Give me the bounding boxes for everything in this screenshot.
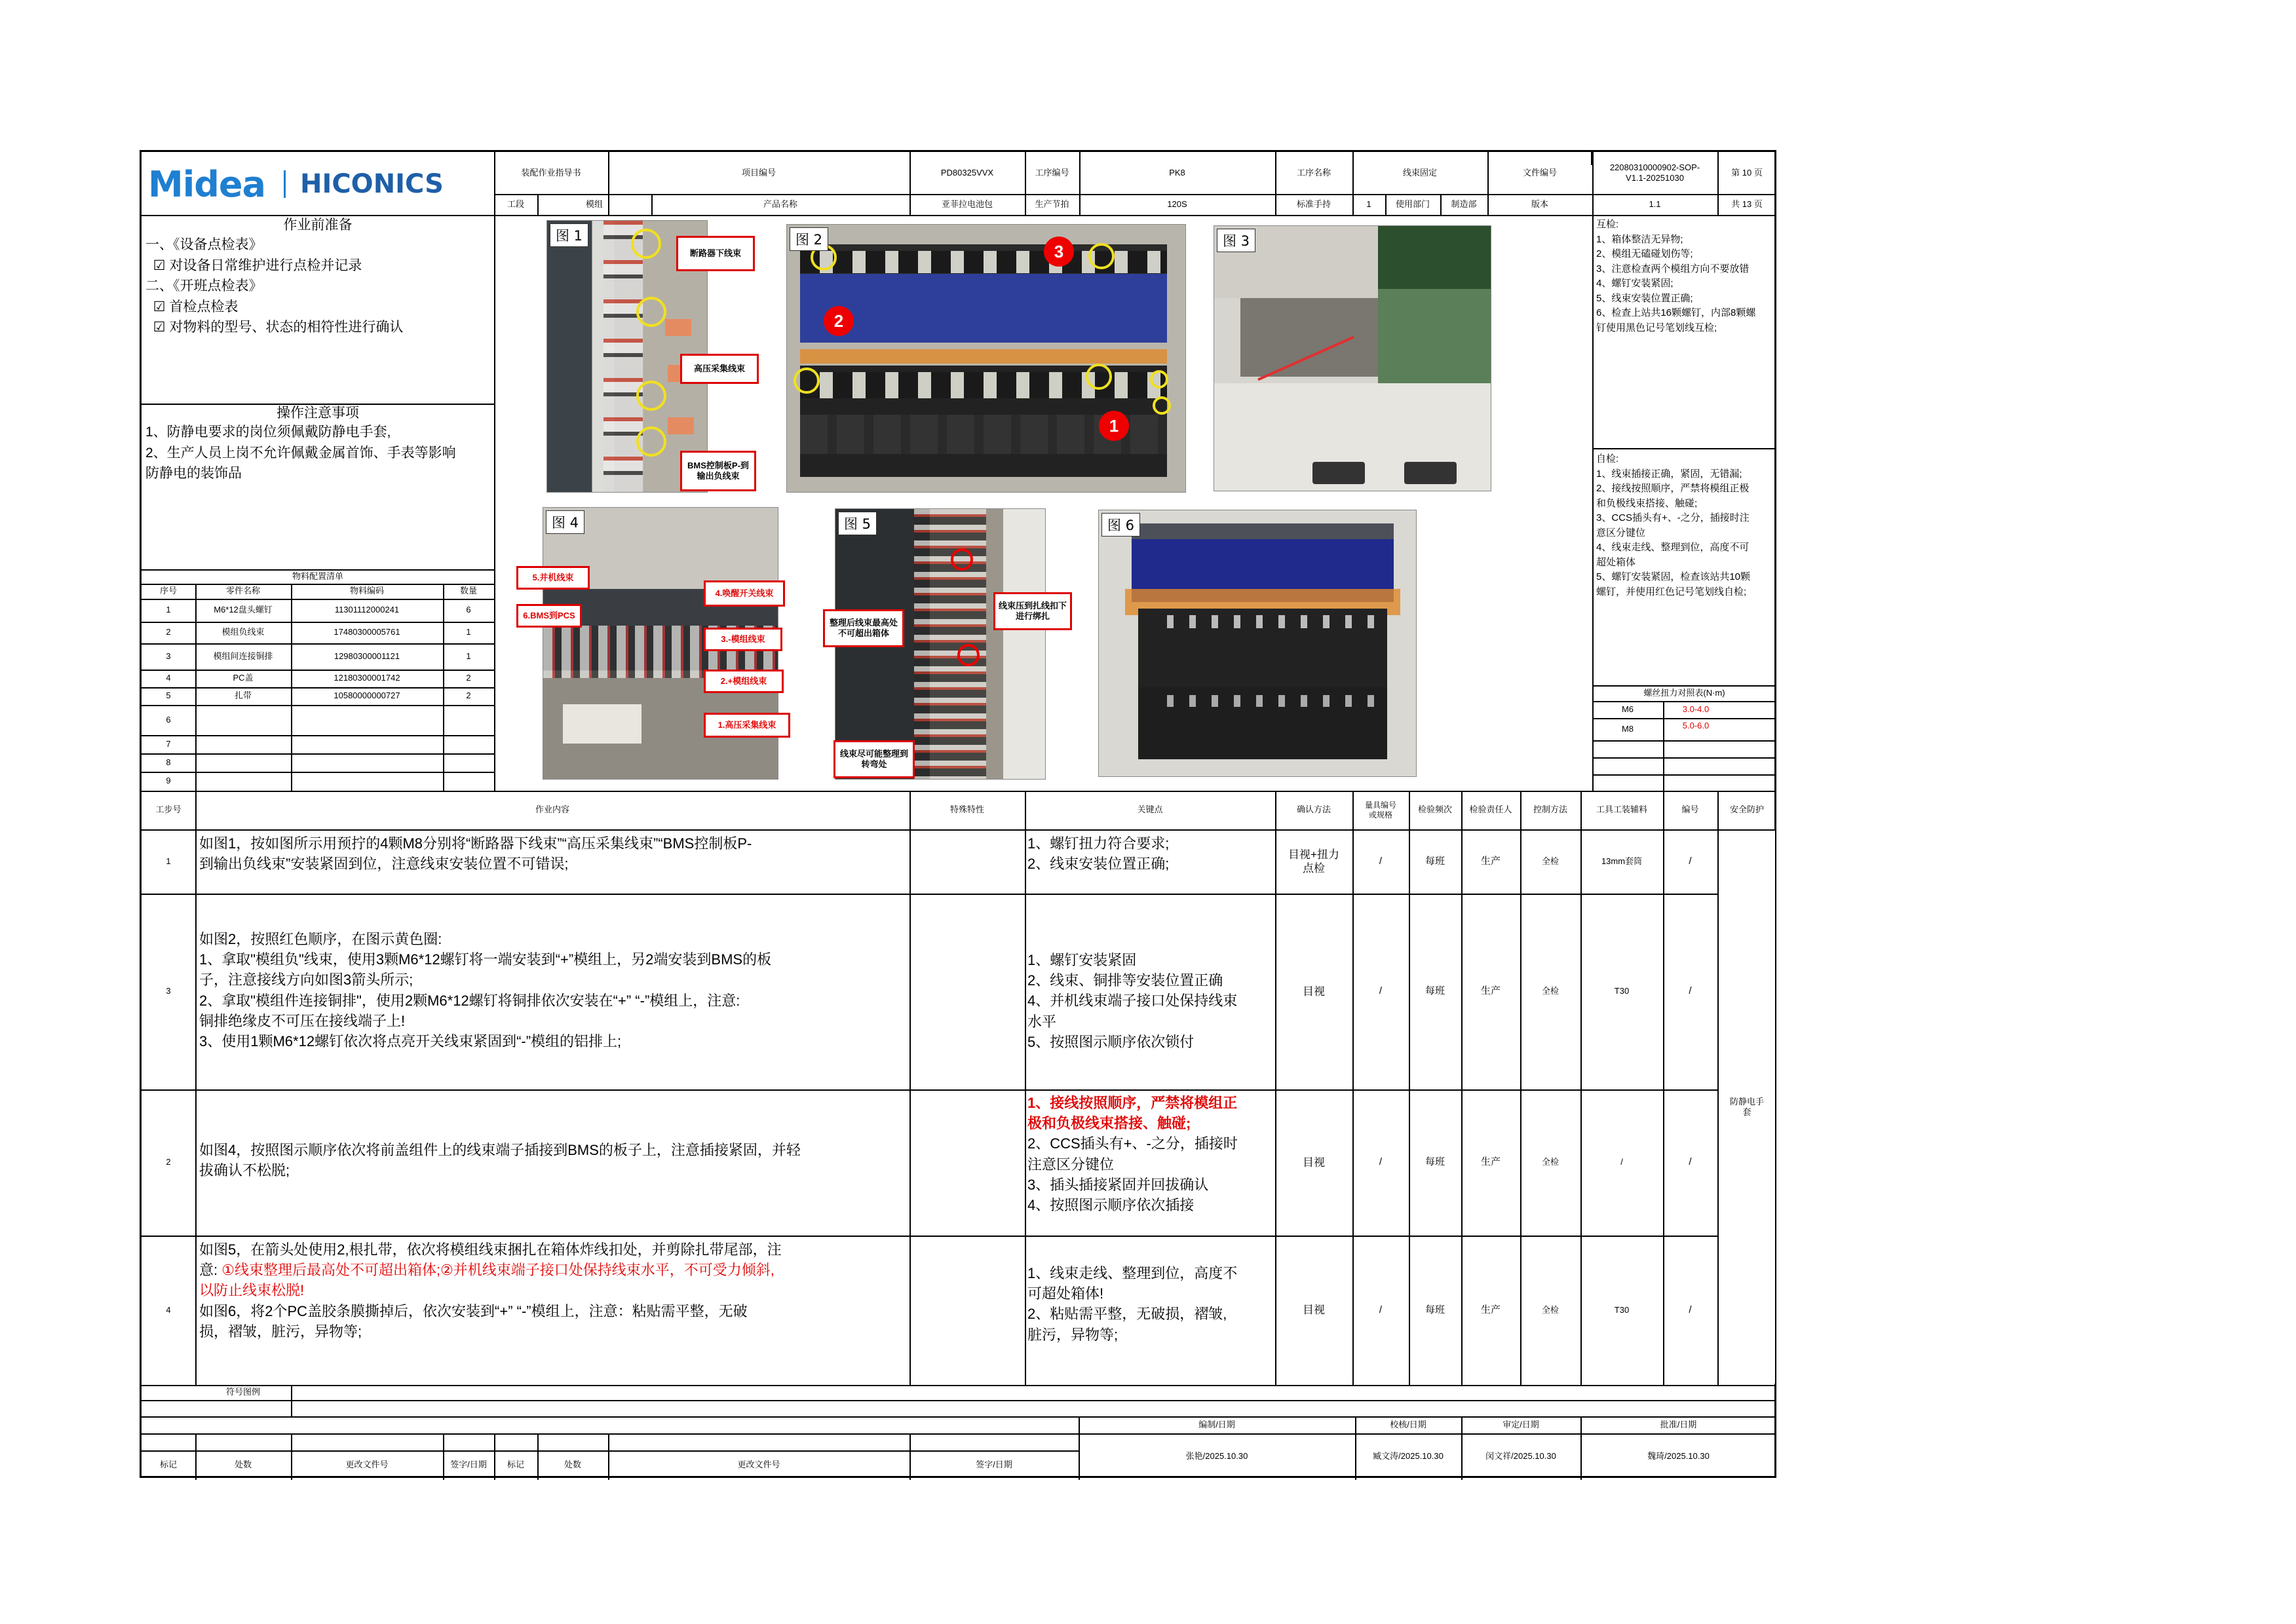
approve-value: 魏琦/2025.10.30	[1647, 1451, 1710, 1462]
doc-type: 装配作业指导书	[521, 167, 581, 178]
key-point-line: 1、线束走线、整理到位，高度不	[1027, 1265, 1238, 1281]
bom-row-name: 扎带	[234, 690, 252, 701]
order-badge: 3	[1044, 236, 1074, 267]
seg-label: 工段	[507, 198, 524, 209]
torque-size: M8	[1621, 723, 1634, 734]
bom-header-no: 序号	[159, 586, 177, 596]
col-special: 特殊特性	[949, 804, 984, 815]
order-badge: 1	[1099, 411, 1129, 441]
bom-row-name: M6*12盘头螺钉	[214, 605, 273, 615]
product-name: 亚菲拉电池包	[941, 198, 993, 209]
bom-row-no: 8	[166, 757, 171, 767]
key-point-line: 2、粘贴需平整，无破损，褶皱,	[1027, 1306, 1227, 1323]
tool-value: 13mm套筒	[1601, 856, 1643, 866]
logo	[144, 155, 485, 214]
col-inspector: 检验责任人	[1469, 804, 1512, 815]
key-point-warning: 极和负极线束搭接、触碰;	[1027, 1115, 1191, 1132]
control-value: 全检	[1541, 1157, 1559, 1167]
self-check-line: 和负极线束搭接、触碰;	[1596, 497, 1698, 509]
sign-date-label: 签字/日期	[976, 1460, 1012, 1470]
gauge-value: /	[1379, 1304, 1383, 1315]
project-no: PD80325VVX	[940, 167, 994, 178]
torque-value: 3.0-4.0	[1682, 704, 1710, 714]
bom-row-qty: 2	[466, 690, 471, 701]
callout-bms-harness: BMS控制板P-到输出负线束	[680, 451, 756, 491]
code-value: /	[1689, 855, 1692, 867]
confirm-method: 目视	[1303, 985, 1325, 998]
highlight-ring	[636, 297, 666, 327]
mutual-check-title: 互检:	[1596, 219, 1619, 230]
key-point-line: 4、按照图示顺序依次插接	[1027, 1197, 1195, 1214]
step-content-line: 如图2，按照红色顺序，在图示黄色圈:	[199, 931, 442, 947]
step-content-line	[199, 1260, 782, 1280]
self-check-line: 1、线束插接正确，紧固，无错漏;	[1596, 468, 1742, 480]
bom-row-name: 模组间连接铜排	[213, 651, 273, 661]
prep-title: 作业前准备	[283, 217, 353, 233]
key-point-line: 1、螺钉扭力符合要求;	[1027, 835, 1170, 852]
count-label: 处数	[564, 1460, 581, 1470]
proof-value: 臧文涛/2025.10.30	[1373, 1451, 1444, 1462]
key-point-warning: 1、接线按照顺序，严禁将模组正	[1027, 1095, 1238, 1111]
step-content-line: 到输出负线束”安装紧固到位，注意线束安装位置不可错误;	[199, 856, 569, 873]
station-no: PK8	[1169, 167, 1185, 178]
gauge-value: /	[1379, 855, 1383, 867]
project-no-label: 项目编号	[741, 167, 776, 178]
step-content-line: 2、拿取"模组件连接铜排"，使用2颗M6*12螺钉将铜排依次安装在“+” “-”模组上，注意:	[199, 992, 740, 1009]
station-name-label: 工序名称	[1296, 167, 1331, 178]
self-check-line: 5、螺钉安装紧固，检查该站共10颗	[1596, 571, 1751, 582]
key-point-line: 2、线束、铜排等安装位置正确	[1027, 972, 1223, 989]
freq-value: 每班	[1425, 985, 1445, 997]
station-no-label: 工序编号	[1035, 167, 1069, 178]
inspector-value: 生产	[1480, 985, 1501, 997]
review-label: 审定/日期	[1502, 1419, 1539, 1429]
code-value: /	[1689, 985, 1692, 997]
inspector-value: 生产	[1480, 1304, 1501, 1315]
step-content-line: 铜排绝缘皮不可压在接线端子上!	[199, 1012, 406, 1029]
col-tool: 工具工装辅料	[1596, 804, 1647, 815]
self-check	[1596, 452, 1776, 599]
notes-line: 1、防静电要求的岗位须佩戴防静电手套,	[145, 425, 391, 440]
step-content-line: 子，注意接线方向如图3箭头所示;	[199, 972, 413, 989]
col-confirm: 确认方法	[1296, 804, 1331, 815]
key-point	[1027, 833, 1169, 874]
figure-label: 图 1	[550, 223, 588, 247]
highlight-ring	[631, 229, 661, 259]
prep-line: 二、《开班点检表》	[145, 278, 263, 293]
callout-height-limit: 整理后线束最高处不可超出箱体	[823, 609, 904, 647]
tool-value: T30	[1614, 1304, 1630, 1315]
notes-line: 2、生产人员上岗不允许佩戴金属首饰、手表等影响	[145, 445, 456, 461]
prep-line: ☑ 首检点检表	[145, 299, 239, 314]
confirm-method: 目视	[1303, 1156, 1325, 1169]
file-no	[1592, 152, 1717, 194]
total-pages: 共 13 页	[1731, 198, 1763, 209]
bom-row-no: 5	[166, 690, 171, 701]
callout-breaker-harness: 断路器下线束	[676, 236, 755, 271]
bom-row-code: 11301112000241	[334, 605, 400, 615]
highlight-ring	[794, 368, 820, 394]
station-name: 线束固定	[1402, 167, 1437, 178]
highlight-ring	[951, 548, 973, 571]
count-label: 处数	[234, 1460, 252, 1470]
change-file-label: 更改文件号	[737, 1460, 780, 1470]
step-content-line: 如图4，按照图示顺序依次将前盖组件上的线束端子插接到BMS的板子上，注意插接紧固，并轻	[199, 1142, 801, 1158]
tool-value: T30	[1614, 986, 1630, 996]
bom-row-code: 12980300001121	[334, 651, 400, 661]
bom-row-name: 模组负线束	[221, 627, 265, 637]
code-value: /	[1689, 1304, 1692, 1315]
symbol-legend: 符号图例	[225, 1387, 260, 1397]
control-value: 全检	[1541, 856, 1559, 866]
callout-tie-under-clip: 线束压到扎线扣下进行绑扎	[993, 592, 1072, 630]
logo-divider	[284, 170, 286, 198]
torque-title: 螺丝扭力对照表(N·m)	[1643, 687, 1725, 698]
key-point-line: 4、并机线束端子接口处保持线束	[1027, 992, 1238, 1010]
dept-value: 制造部	[1451, 198, 1477, 209]
logo-midea: Midea	[148, 163, 265, 205]
step-content	[199, 1239, 782, 1342]
step-content-line: 如图5，在箭头处使用2,根扎带，依次将模组线束捆扎在箱体炸线扣处，并剪除扎带尾部，注	[199, 1241, 782, 1258]
highlight-ring	[636, 381, 666, 411]
step-content-line: 1、拿取"模组负"线束，使用3颗M6*12螺钉将一端安装到“+”模组上，另2端安装到BMS的板	[199, 951, 772, 968]
step-content-line: 3、使用1颗M6*12螺钉依次将点亮开关线束紧固到“-”模组的铝排上;	[199, 1033, 622, 1050]
bom-row-qty: 2	[466, 673, 471, 683]
highlight-ring	[1153, 396, 1171, 415]
bom-row-qty: 1	[466, 651, 471, 661]
step-number: 2	[166, 1157, 171, 1167]
step-content	[199, 833, 752, 874]
highlight-ring	[1150, 370, 1168, 388]
notes-list	[145, 422, 456, 484]
change-file-label: 更改文件号	[345, 1460, 389, 1470]
prep-list	[145, 235, 403, 338]
bom-row-code: 10580000000727	[334, 690, 400, 701]
key-point-line: 脏污，异物等;	[1027, 1326, 1119, 1343]
step-content	[199, 929, 771, 1051]
confirm-method: 目视	[1303, 1304, 1325, 1317]
sign-date-label: 签字/日期	[450, 1460, 487, 1470]
confirm-method: 目视+扭力点检	[1288, 848, 1339, 875]
proof-label: 校核/日期	[1390, 1419, 1426, 1429]
col-key: 关键点	[1137, 804, 1163, 815]
takt-label: 生产节拍	[1035, 198, 1069, 209]
key-point	[1027, 1093, 1238, 1215]
self-check-line: 4、线束走线、整理到位，高度不可	[1596, 542, 1750, 553]
highlight-ring	[957, 644, 980, 666]
callout-bms-to-pcs: 6.BMS到PCS	[516, 604, 582, 628]
file-no-line2: V1.1-20251030	[1626, 173, 1684, 183]
std-headcount-label: 标准手持	[1296, 198, 1331, 209]
std-headcount: 1	[1366, 198, 1371, 209]
key-point-line: 5、按照图示顺序依次锁付	[1027, 1033, 1195, 1050]
step-content-line: 如图6，将2个PC盖胶条膜撕掉后，依次安装到“+” “-”模组上，注意：粘贴需平整，无破	[199, 1302, 748, 1319]
bom-row-code: 12180300001742	[334, 673, 400, 683]
self-check-line: 超处箱体	[1596, 556, 1636, 568]
callout-hv-sampling: 高压采集线束	[680, 354, 759, 384]
callout-wake-switch: 4.唤醒开关线束	[704, 580, 785, 607]
gauge-value: /	[1379, 1156, 1383, 1168]
figure-2	[786, 224, 1186, 493]
step-number: 1	[166, 856, 171, 866]
mutual-check-line: 4、螺钉安装紧固;	[1596, 278, 1674, 289]
step-content-line: 如图1，按如图所示用预拧的4颗M8分别将“断路器下线束”“高压采集线束”“BMS控制板P-	[199, 835, 752, 852]
version-label: 版本	[1531, 198, 1548, 209]
review-value: 闵文祥/2025.10.30	[1485, 1451, 1556, 1462]
step-content-line: 拔确认不松脱;	[199, 1162, 290, 1179]
figure-label: 图 2	[790, 227, 828, 251]
takt-value: 120S	[1167, 198, 1187, 209]
code-value: /	[1689, 1156, 1692, 1168]
col-code: 编号	[1681, 804, 1699, 815]
callout-route-to-corner: 线束尽可能整理到转弯处	[833, 740, 915, 778]
bom-row-qty: 6	[466, 605, 471, 615]
mark-label: 标记	[159, 1460, 177, 1470]
dept-label: 使用部门	[1395, 198, 1430, 209]
col-gauge: 量具编号或规格	[1364, 800, 1396, 820]
col-control: 控制方法	[1533, 804, 1567, 815]
self-check-line: 2、接线按照顺序，严禁将模组正极	[1596, 483, 1750, 494]
col-freq: 检验频次	[1417, 804, 1452, 815]
callout-neg-module: 3.-模组线束	[704, 628, 782, 651]
freq-value: 每班	[1425, 855, 1445, 867]
file-no-line1: 22080310000902-SOP-	[1609, 162, 1700, 172]
notes-line: 防静电的装饰品	[145, 466, 242, 481]
seg-value: 模组	[585, 198, 603, 209]
self-check-line: 意区分键位	[1596, 527, 1646, 538]
self-check-line: 螺钉，并使用红色记号笔划线自检;	[1596, 586, 1747, 597]
bom-title: 物料配置清单	[292, 571, 343, 581]
freq-value: 每班	[1425, 1304, 1445, 1315]
bom-row-qty: 1	[466, 627, 471, 637]
step-content-line: 损，褶皱，脏污，异物等;	[199, 1323, 362, 1340]
bom-row-no: 7	[166, 738, 171, 749]
tool-value: /	[1620, 1157, 1623, 1167]
notes-title: 操作注意事项	[277, 405, 359, 421]
logo-hiconics: HICONICS	[299, 169, 444, 199]
bom-row-no: 3	[166, 651, 171, 661]
mutual-check-line: 3、注意检查两个模组方向不要放错	[1596, 263, 1750, 274]
prep-line: ☑ 对设备日常维护进行点检并记录	[145, 257, 362, 273]
mutual-check-line: 1、箱体整洁无异物;	[1596, 233, 1683, 245]
bom-row-no: 9	[166, 776, 171, 786]
bom-row-no: 4	[166, 673, 171, 683]
control-value: 全检	[1541, 986, 1559, 996]
callout-pos-module: 2.+模组线束	[704, 670, 784, 693]
safety-value: 防静电手套	[1729, 1096, 1764, 1117]
mutual-check-line: 6、检查上站共16颗螺钉，内部8颗螺	[1596, 307, 1756, 318]
key-point-line: 2、线束安装位置正确;	[1027, 856, 1170, 873]
step-content-text: 意:	[199, 1262, 222, 1279]
callout-parallel-harness: 5.并机线束	[516, 566, 590, 590]
col-safety: 安全防护	[1729, 804, 1764, 815]
compile-value: 张艳/2025.10.30	[1185, 1451, 1248, 1462]
step-number: 4	[166, 1304, 171, 1315]
step-content-warning: 以防止线束松脱!	[199, 1282, 305, 1299]
product-name-label: 产品名称	[763, 198, 797, 209]
inspector-value: 生产	[1480, 855, 1501, 867]
figure-label: 图 3	[1217, 229, 1255, 252]
step-number: 3	[166, 986, 171, 996]
step-content-warning: ①线束整理后最高处不可超出箱体;②并机线束端子接口处保持线束水平，不可受力倾斜,	[221, 1262, 775, 1279]
compile-label: 编制/日期	[1198, 1419, 1235, 1429]
approve-label: 批准/日期	[1660, 1419, 1697, 1429]
self-check-line: 3、CCS插头有+、-之分，插接时注	[1596, 512, 1750, 523]
inspector-value: 生产	[1480, 1156, 1501, 1168]
key-point	[1027, 950, 1237, 1052]
highlight-ring	[1086, 364, 1112, 390]
mutual-check-line: 钉使用黑色记号笔划线互检;	[1596, 322, 1717, 333]
figure-label: 图 6	[1101, 513, 1140, 537]
prep-line: 一、《设备点检表》	[145, 237, 263, 252]
figure-label: 图 4	[546, 510, 584, 534]
bom-header-name: 零件名称	[225, 586, 260, 596]
figure-3	[1214, 225, 1491, 491]
prep-line: ☑ 对物料的型号、状态的相符性进行确认	[145, 320, 404, 335]
col-content: 作业内容	[535, 804, 569, 815]
figure-label: 图 5	[838, 512, 877, 535]
key-point-line: 1、螺钉安装紧固	[1027, 952, 1137, 968]
bom-header-qty: 数量	[459, 586, 477, 596]
bom-row-no: 1	[166, 605, 171, 615]
mutual-check	[1596, 217, 1776, 335]
key-point-line: 3、插头插接紧固并回拔确认	[1027, 1176, 1209, 1193]
highlight-ring	[636, 426, 666, 457]
freq-value: 每班	[1425, 1156, 1445, 1168]
key-point	[1027, 1263, 1237, 1345]
gauge-value: /	[1379, 985, 1383, 997]
bom-row-code: 17480300005761	[334, 627, 400, 637]
step-content	[199, 1140, 801, 1180]
mutual-check-line: 2、模组无磕碰划伤等;	[1596, 248, 1693, 259]
mutual-check-line: 5、线束安装位置正确;	[1596, 292, 1693, 304]
page-number: 第 10 页	[1731, 167, 1763, 178]
col-step: 工步号	[155, 804, 182, 815]
figure-6	[1098, 510, 1417, 777]
bom-header-code: 物料编码	[349, 586, 384, 596]
callout-hv-sampling-2: 1.高压采集线束	[704, 713, 790, 738]
version-value: 1.1	[1649, 198, 1661, 209]
order-badge: 2	[824, 306, 854, 336]
work-instruction-sheet	[140, 150, 1776, 1478]
mark-label: 标记	[507, 1460, 524, 1470]
highlight-ring	[1088, 243, 1115, 269]
bom-row-no: 6	[166, 714, 171, 725]
self-check-title: 自检:	[1596, 453, 1619, 464]
key-point-line: 可超处箱体!	[1027, 1285, 1104, 1302]
torque-size: M6	[1621, 704, 1634, 714]
bom-row-no: 2	[166, 627, 171, 637]
control-value: 全检	[1541, 1304, 1559, 1315]
key-point-line: 水平	[1027, 1013, 1057, 1030]
key-point-line: 注意区分键位	[1027, 1156, 1115, 1173]
key-point-line: 2、CCS插头有+、-之分，插接时	[1027, 1135, 1238, 1152]
bom-row-name: PC盖	[233, 673, 254, 683]
torque-value: 5.0-6.0	[1682, 720, 1710, 730]
file-no-label: 文件编号	[1522, 167, 1557, 178]
